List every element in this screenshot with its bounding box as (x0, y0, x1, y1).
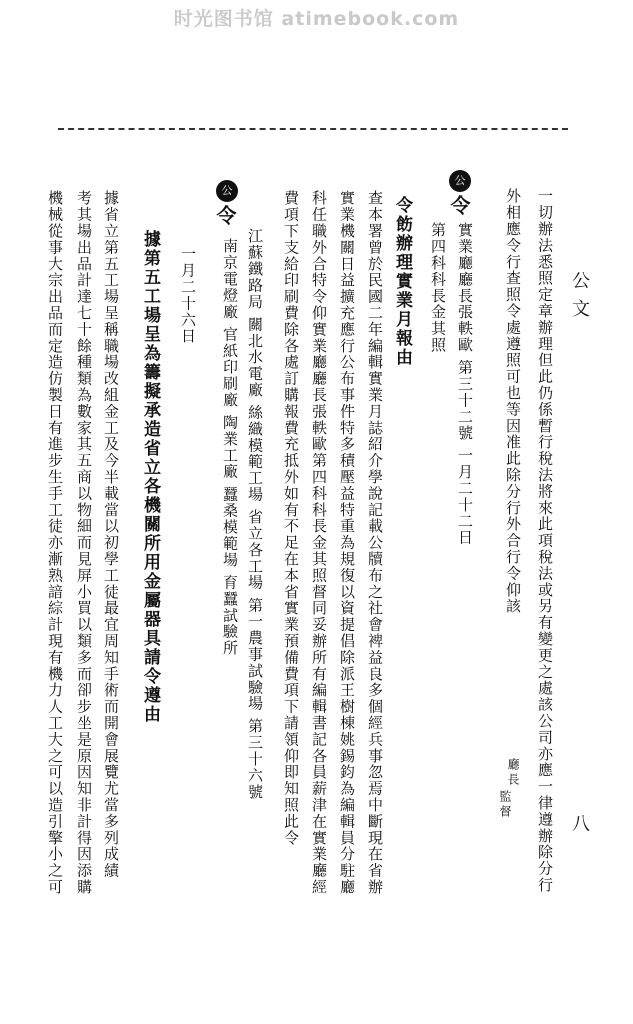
text-column-11: 機械從事大宗出品而定造仿製日有進步生手工徒亦漸熟諳綜計現有機力人工大之可以造引擎小之可 (46, 190, 64, 896)
text-column-9: 據省立第五工場呈稱職場改組金工及今半載當以初學工徒最宜周知手術而開會展覽尤當多列成績 (102, 190, 120, 879)
watermark: 时光图书馆 atimebook.com (173, 8, 460, 30)
side-note-top: 廳長 (506, 758, 520, 788)
heading-monthly-report: 令飭辦理實業月報由 (392, 196, 412, 367)
text-column-1: 一切辦法悉照定章辦理但此仍係暫行稅法將來此項稅法或另有變更之處該公司亦應一律遵辦除分行 (536, 188, 554, 894)
text-column-10: 考其場出品計達七十餘種類為數家其五商以物細而見屏小買以類多而卻步坐是原因知非計得因添購 (75, 190, 93, 896)
text-column-8: 費項下支給印刷費除各處訂購報費充抵外如有不足在本省實業預備費項下請領仰即知照此令 (282, 190, 300, 846)
top-divider (58, 128, 568, 130)
text-column-6: 實業機關日益擴充應行公布事件特多積壓益特重為規復以資提倡除派王樹棟姚錫鈞為編輯員分駐廳 (338, 190, 356, 896)
date-line: 一月二十六日 (179, 246, 197, 345)
section-header: 公 文 (572, 271, 590, 320)
seal-icon-2: 公 (216, 180, 238, 202)
text-column-7: 科任職外合特令仰實業廳廳長張軼歐第四科科長金其照督同妥辦所有編輯書記各員薪津在實業廳經 (310, 190, 328, 896)
seal-icon: 公 (449, 170, 471, 192)
side-note-bottom: 監督 (498, 790, 512, 820)
page-number: 八 (572, 814, 590, 835)
text-column-2: 外相應令行查照令處遵照可也等因准此除分行外合行令仰該 (504, 188, 522, 615)
recipient-column-2: 南京電燈廠 官紙印刷廠 陶業工廠 蠶桑模範場 育蠶試驗所 (221, 238, 239, 657)
heading-fifth-factory: 據第五工場呈為籌擬承造省立各機關所用金屬器具請令遵由 (140, 230, 160, 724)
text-column-5: 查本署曾於民國二年編輯實業月誌紹介學說記載公牘布之社會裨益良多個經兵事忽焉中斷現在省辦 (366, 190, 384, 896)
recipient-column-1: 江蘇鐵路局 關北水電廠 絲織模範工場 省立各工場 第一農事試驗場 第三十六號 (246, 228, 264, 801)
ling-mark-2: 令 (213, 205, 237, 225)
text-column-3: 實業廳廳長張軼歐 第三十二號 一月二十二日 (456, 222, 474, 546)
ling-mark: 令 (447, 195, 471, 215)
text-column-4: 第四科科長金其照 (429, 222, 447, 354)
